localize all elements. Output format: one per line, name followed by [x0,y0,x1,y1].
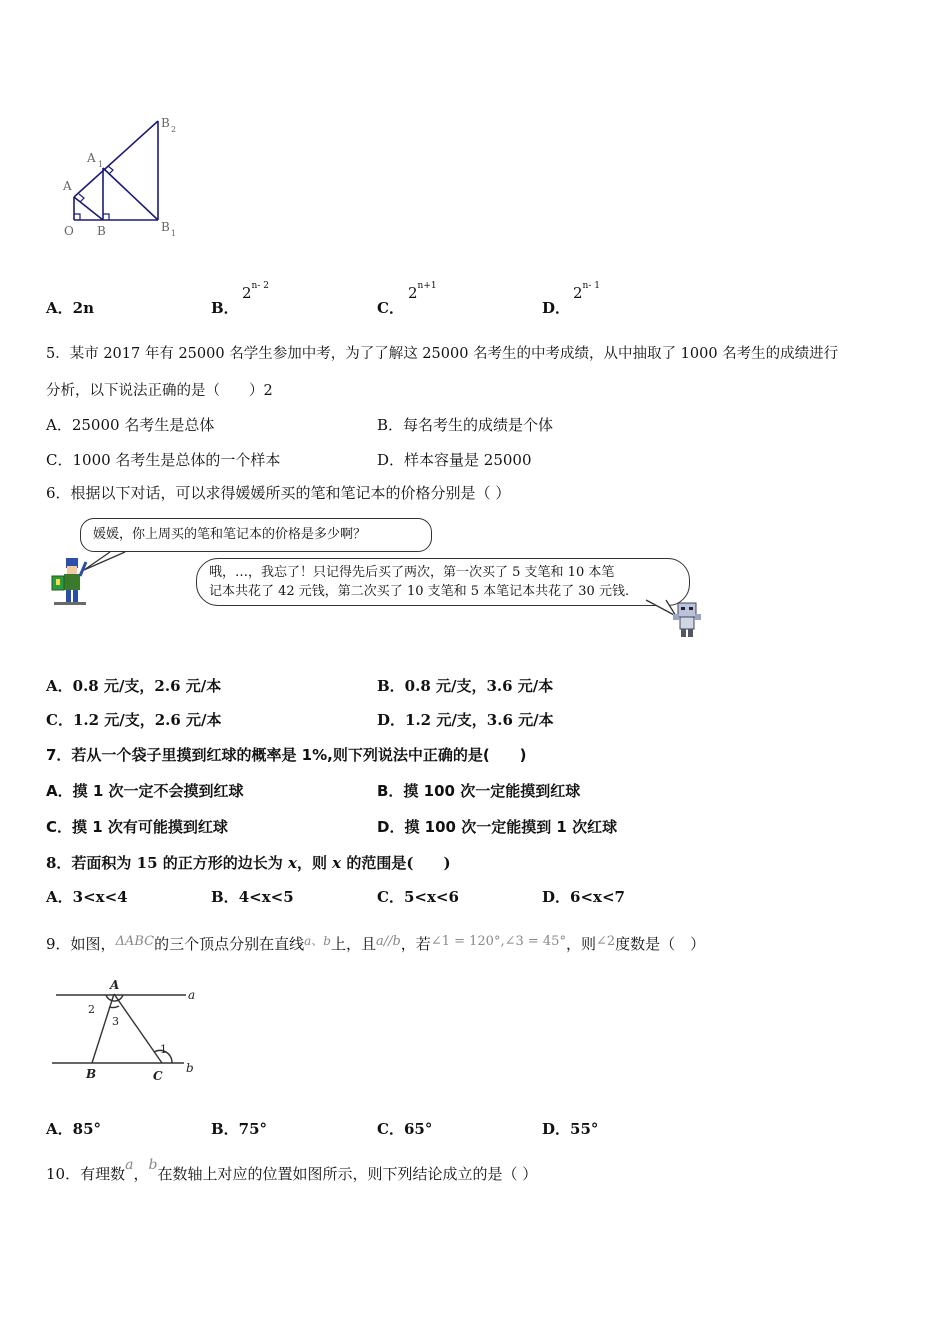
q5-option-b: B．每名考生的成绩是个体 [377,416,554,434]
q8-option-a-text: 3<x<4 [72,888,128,906]
q9-angles: ∠1 = 120°,∠3 = 45° [430,934,566,949]
q6-cartoon-girl-icon [670,600,704,640]
q8-option-a-label: A． [46,888,73,906]
q4-label-b2-sub: 2 [171,125,177,134]
q8-stem-x2: x [332,854,342,872]
q4-label-b2: B [161,116,170,130]
q9-angle2: ∠2 [595,934,616,949]
q8-option-d-text: 6<x<7 [570,888,625,906]
q9-stem-mid1: 的三个顶点分别在直线 [154,935,305,953]
q6-stem: 6．根据以下对话，可以求得媛媛所买的笔和笔记本的价格分别是（ ） [46,484,511,502]
q8-option-b-text: 4<x<5 [238,888,294,906]
q4-option-a [46,298,94,318]
q9-stem-pre: 9．如图， [46,935,116,953]
q4-option-c-exp: n+1 [417,281,437,291]
q4-label-a: A [63,179,72,193]
q7-option-a: A．摸 1 次一定不会摸到红球 [46,782,244,800]
q4-label-b: B [97,224,106,238]
q10-var-a: a [125,1157,134,1173]
q7-stem: 7．若从一个袋子里摸到红球的概率是 1%,则下列说法中正确的是( ) [46,746,527,764]
q9-option-d: D．55° [542,1120,599,1138]
q7-option-b: B．摸 100 次一定能摸到红球 [377,782,581,800]
q8-stem [46,853,451,873]
q9-label-a: A [110,978,120,992]
q9-label-angle-2: 2 [88,1003,95,1016]
q6-option-d: D．1.2 元/支，3.6 元/本 [377,711,554,729]
q9-label-angle-1: 1 [160,1043,167,1056]
q8-option-c-text: 5<x<6 [403,888,459,906]
q6-option-c: C．1.2 元/支，2.6 元/本 [46,711,222,729]
q8-option-d-label: D． [542,888,571,906]
q4-option-b-label: B． [211,299,239,317]
q6-bubble-1-text: 媛媛，你上周买的笔和笔记本的价格是多少啊？ [93,527,367,542]
q4-option-d-power [573,281,600,302]
q9-stem-post: 度数是（ ） [615,935,706,953]
q4-label-a1-sub: 1 [98,160,104,169]
q4-option-d-base: 2 [573,284,583,302]
q8-stem-mid: ，则 [296,854,333,872]
q8-stem-post: 的范围是( ) [341,854,451,872]
q4-option-c-label: C． [377,299,404,317]
q9-option-c: C．65° [377,1120,433,1138]
q9-stem [46,934,705,956]
q6-option-b: B．0.8 元/支，3.6 元/本 [377,677,554,695]
q6-option-a: A．0.8 元/支，2.6 元/本 [46,677,222,695]
q5-option-a: A．25000 名考生是总体 [46,416,215,434]
q4-option-b-base: 2 [242,284,252,302]
q6-bubble-2-line1: 哦，…，我忘了！只记得先后买了两次，第一次买了 5 支笔和 10 本笔 [209,565,615,580]
q9-parallel: a//b [375,934,401,949]
q5-option-d: D．样本容量是 25000 [377,451,532,469]
q10-var-b: b [148,1157,158,1173]
q9-option-a: A．85° [46,1120,102,1138]
q4-label-o: O [64,224,74,238]
q9-label-b: B [86,1067,97,1081]
q8-option-c [377,887,459,907]
q8-option-c-label: C． [377,888,404,906]
q8-option-b-label: B． [211,888,239,906]
q4-option-b-power [242,281,269,302]
q9-triangle: ΔABC [115,934,155,949]
q4-option-c-base: 2 [408,284,418,302]
q6-cartoon-boy-icon [48,556,90,608]
q8-option-d [542,887,625,907]
q4-label-a1: A [87,151,96,165]
q7-option-d: D．摸 100 次一定能摸到 1 次红球 [377,818,618,836]
q6-speech-bubble-2 [196,558,690,606]
q9-label-line-a: a [188,988,196,1002]
q10-stem-post: 在数轴上对应的位置如图所示，则下列结论成立的是（ ） [157,1165,538,1183]
q9-stem-mid4: ，则 [565,935,596,953]
q9-lines: a、b [304,934,331,948]
q9-figure [50,975,210,1085]
q8-option-b [211,887,294,907]
q4-option-b-exp: n- 2 [251,281,269,291]
q8-stem-x1: x [287,854,297,872]
q7-option-c: C．摸 1 次有可能摸到红球 [46,818,228,836]
q5-option-c: C．1000 名考生是总体的一个样本 [46,451,281,469]
q8-option-a [46,887,128,907]
q5-stem-line2: 分析，以下说法正确的是（ ）2 [46,383,273,399]
q4-option-a-text: 2n [72,299,94,317]
q9-option-b: B．75° [211,1120,268,1138]
q9-stem-mid3: ，若 [400,935,431,953]
q9-stem-mid2: 上，且 [330,935,376,953]
q9-label-c: C [153,1069,163,1083]
q10-comma: ， [133,1165,149,1183]
q4-option-c-power [408,281,437,302]
q6-bubble-2-line2: 记本共花了 42 元钱，第二次买了 10 支笔和 5 本笔记本共花了 30 元钱. [209,584,630,599]
q10-stem [46,1157,538,1185]
q5-stem-line1: 5．某市 2017 年有 25000 名学生参加中考，为了了解这 25000 名考生的中考成绩，从中抽取了 1000 名考生的成绩进行 [46,346,839,362]
q4-figure [60,115,190,245]
q9-label-line-b: b [186,1061,194,1075]
q9-label-angle-3: 3 [112,1015,119,1028]
q10-stem-pre: 10．有理数 [46,1165,126,1183]
q4-label-b1-sub: 1 [171,229,177,238]
q4-option-a-label: A． [46,299,73,317]
q4-label-b1: B [161,220,170,234]
q4-option-d-label: D． [542,299,571,317]
q4-option-d-exp: n- 1 [582,281,600,291]
q8-stem-pre: 8．若面积为 15 的正方形的边长为 [46,854,288,872]
